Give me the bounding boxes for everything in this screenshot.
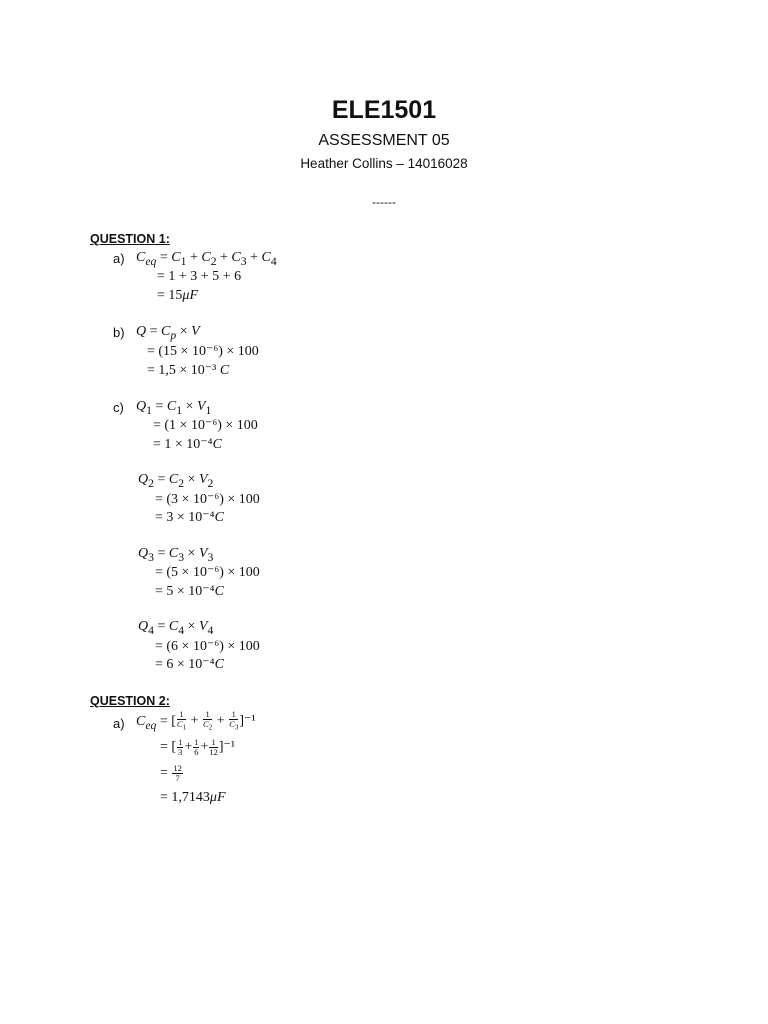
fraction: $\frac{1}{3}$: [178, 737, 183, 757]
author-line: Heather Collins – 14016028: [300, 156, 468, 171]
q1c-q4-line-2: = (6 × 10⁻⁶) × 100: [155, 639, 260, 654]
q1-part-b-label: b): [113, 325, 125, 340]
fraction: $\frac{1}{C_2}$: [203, 709, 213, 732]
q2a-line-4: = 1,7143μF: [160, 790, 226, 805]
q1c-q1-line-1: $Q_1 = C_1 \times V_1$: [136, 399, 212, 417]
q1c-q1-line-2: = (1 × 10⁻⁶) × 100: [153, 418, 258, 433]
question-1-heading: QUESTION 1:: [90, 232, 170, 246]
q1c-q1-line-3: = 1 × 10⁻⁴C: [153, 437, 222, 452]
fraction: $\frac{1}{6}$: [194, 737, 199, 757]
q1a-line-3: = 15μF: [157, 288, 198, 303]
assessment-subtitle: ASSESSMENT 05: [318, 132, 450, 149]
question-2-heading: QUESTION 2:: [90, 694, 170, 708]
q2a-line-2: = [ $\frac{1}{3}$ + $\frac{1}{6}$ + $\frac{1}{12}$ ]⁻¹: [160, 737, 236, 757]
document-title: ELE1501: [331, 96, 437, 124]
q1c-q3-line-2: = (5 × 10⁻⁶) × 100: [155, 565, 260, 580]
q1c-q3-line-1: $Q_3 = C_3 \times V_3$: [138, 546, 214, 564]
q1-part-a-label: a): [113, 251, 125, 266]
fraction: $\frac{12}{7}$: [173, 763, 182, 783]
q2-part-a-label: a): [113, 716, 125, 731]
q1c-q3-line-3: = 5 × 10⁻⁴C: [155, 584, 224, 599]
separator: ------: [372, 195, 396, 209]
q2a-line-3: = $\frac{12}{7}$: [160, 763, 182, 783]
q1c-q2-line-3: = 3 × 10⁻⁴C: [155, 510, 224, 525]
fraction: $\frac{1}{12}$: [209, 737, 218, 757]
q1c-q4-line-3: = 6 × 10⁻⁴C: [155, 657, 224, 672]
fraction: $\frac{1}{C_1}$: [176, 709, 187, 732]
q2a-line-1: $C_{eq}$ = [ $\frac{1}{C_1}$ + $\frac{1}{C_2}$ + $\frac{1}{C_3}$ ]⁻¹: [136, 709, 256, 732]
q1b-line-2: = (15 × 10⁻⁶) × 100: [147, 344, 259, 359]
q1b-line-3: = 1,5 × 10⁻³ C: [147, 363, 230, 378]
q1c-q4-line-1: $Q_4 = C_4 \times V_4$: [138, 619, 214, 637]
q1b-line-1: $Q = C_p \times V$: [136, 324, 200, 342]
q1c-q2-line-1: $Q_2 = C_2 \times V_2$: [138, 472, 214, 490]
q1a-line-2: = 1 + 3 + 5 + 6: [157, 269, 242, 284]
fraction: $\frac{1}{C_3}$: [229, 709, 239, 732]
q1-part-c-label: c): [113, 400, 124, 415]
q1a-line-1: $C_{eq} = C_1 + C_2 + C_3 + C_4$: [136, 250, 277, 268]
q1c-q2-line-2: = (3 × 10⁻⁶) × 100: [155, 492, 260, 507]
